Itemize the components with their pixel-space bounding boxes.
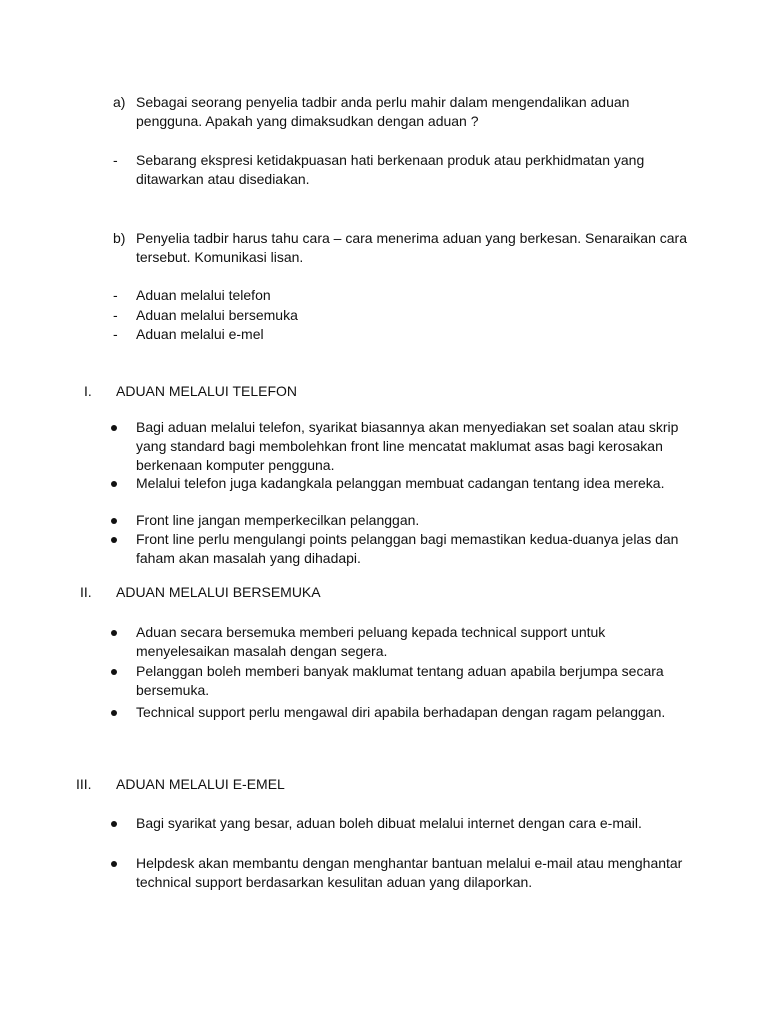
answer-text: Aduan melalui e-mel [136, 326, 264, 342]
bullet-text: Aduan secara bersemuka memberi peluang kepada technical support untuk menyelesaikan masalah dengan segera. [136, 624, 606, 659]
bullet-text: Front line jangan memperkecilkan pelanggan. [136, 512, 420, 528]
bullet-icon [111, 710, 117, 716]
bullet-icon [111, 537, 117, 543]
bullet-text: Front line perlu mengulangi points pelanggan bagi memastikan kedua-duanya jelas dan faham akan masalah yang dihadapi. [136, 531, 679, 566]
bullet-text: Helpdesk akan membantu dengan menghantar bantuan melalui e-mail atau menghantar technical support berdasarkan kesulitan aduan yang dilaporkan. [136, 855, 683, 890]
bullet-icon [111, 630, 117, 636]
section-numeral: III. [76, 776, 92, 792]
question-marker: b) [113, 230, 126, 246]
section-title: ADUAN MELALUI E-EMEL [116, 776, 285, 792]
section-title: ADUAN MELALUI BERSEMUKA [116, 584, 321, 600]
bullet-text: Pelanggan boleh memberi banyak maklumat tentang aduan apabila berjumpa secara bersemuka. [136, 663, 664, 698]
answer-text: Sebarang ekspresi ketidakpuasan hati berkenaan produk atau perkhidmatan yang ditawarkan atau disediakan. [136, 152, 645, 187]
bullet-icon [111, 481, 117, 487]
answer-text: Aduan melalui bersemuka [136, 307, 298, 323]
bullet-text: Technical support perlu mengawal diri apabila berhadapan dengan ragam pelanggan. [136, 704, 666, 720]
dash-marker: - [113, 152, 118, 168]
bullet-icon [111, 425, 117, 431]
bullet-icon [111, 669, 117, 675]
section-numeral: II. [80, 584, 92, 600]
answer-text: Aduan melalui telefon [136, 287, 271, 303]
bullet-icon [111, 821, 117, 827]
bullet-icon [111, 861, 117, 867]
bullet-text: Melalui telefon juga kadangkala pelanggan membuat cadangan tentang idea mereka. [136, 475, 665, 491]
question-text: Penyelia tadbir harus tahu cara – cara menerima aduan yang berkesan. Senaraikan cara tersebut. Komunikasi lisan. [136, 230, 687, 265]
dash-marker: - [113, 326, 118, 342]
section-numeral: I. [84, 383, 92, 399]
bullet-icon [111, 518, 117, 524]
dash-marker: - [113, 287, 118, 303]
section-title: ADUAN MELALUI TELEFON [116, 383, 298, 399]
question-text: Sebagai seorang penyelia tadbir anda perlu mahir dalam mengendalikan aduan pengguna. Apakah yang dimaksudkan dengan aduan ? [136, 94, 630, 129]
question-marker: a) [113, 94, 126, 110]
dash-marker: - [113, 307, 118, 323]
bullet-text: Bagi syarikat yang besar, aduan boleh dibuat melalui internet dengan cara e-mail. [136, 815, 642, 831]
bullet-text: Bagi aduan melalui telefon, syarikat biasannya akan menyediakan set soalan atau skrip yang standard bagi membolehkan front line mencatat maklumat asas bagi kerosakan berkenaan komputer pengguna. [136, 419, 679, 473]
